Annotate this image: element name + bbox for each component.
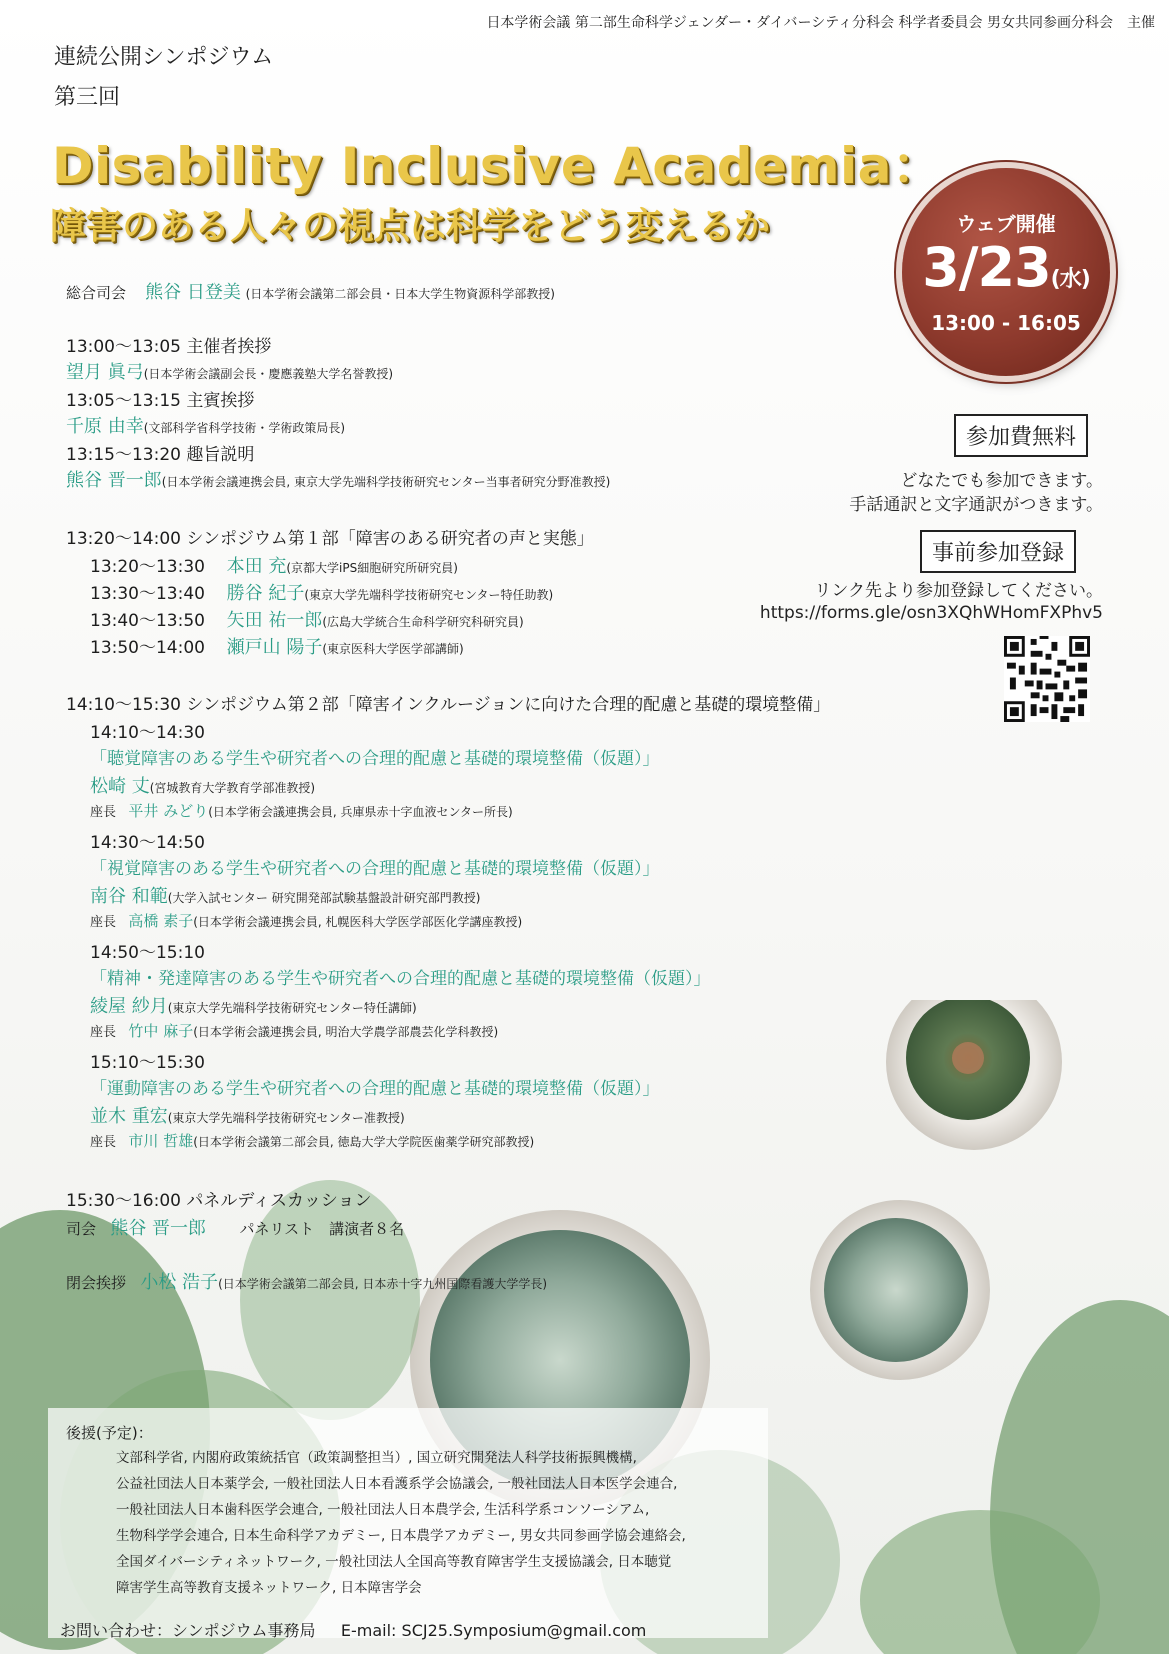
contact-line: お問い合わせ：シンポジウム事務局 E-mail: SCJ25.Symposium@gmail.com bbox=[60, 1621, 647, 1640]
series-name: 連続公開シンポジウム bbox=[54, 45, 274, 70]
contact-email[interactable]: E-mail: SCJ25.Symposium@gmail.com bbox=[340, 1621, 647, 1640]
part1-talk: 13:30～13:40 勝谷 紀子(東京大学先端科学技術研究センター特任助教) bbox=[90, 583, 554, 604]
mc-affiliation: (日本学術会議第二部会員・日本大学生物資源科学部教授) bbox=[245, 287, 555, 301]
part2-speaker: 松崎 丈(宮城教育大学教育学部准教授) bbox=[90, 776, 316, 797]
free-admission-box: 参加費無料 bbox=[954, 414, 1088, 457]
part2-speaker: 南谷 和範(大学入試センター 研究開発部試験基盤設計研究部門教授) bbox=[90, 886, 481, 907]
series-number: 第三回 bbox=[54, 85, 121, 110]
sponsor-line: 障害学生高等教育支援ネットワーク, 日本障害学会 bbox=[116, 1580, 422, 1596]
sponsor-line: 一般社団法人日本歯科医学会連合, 一般社団法人日本農学会, 生活科学系コンソーシアム, bbox=[116, 1502, 650, 1518]
part2-talk-title: 「運動障害のある学生や研究者への合理的配慮と基礎的環境整備（仮題）」 bbox=[90, 1079, 660, 1099]
badge-date: 3/23(水) bbox=[922, 236, 1090, 299]
sponsor-title: 後援(予定)： bbox=[66, 1424, 153, 1442]
speaker-line: 望月 眞弓(日本学術会議副会長・慶應義塾大学名誉教授) bbox=[66, 362, 394, 383]
mc-name: 熊谷 日登美 bbox=[145, 282, 241, 303]
part2-talk-title: 「精神・発達障害のある学生や研究者への合理的配慮と基礎的環境整備（仮題）」 bbox=[90, 969, 711, 989]
speaker-line: 熊谷 晋一郎(日本学術会議連携会員, 東京大学先端科学技術研究センター当事者研究分野准教授) bbox=[66, 470, 611, 491]
panel-heading: 15:30～16:00 パネルディスカッション bbox=[66, 1191, 372, 1211]
date-badge bbox=[902, 168, 1110, 376]
registration-url[interactable]: https://forms.gle/osn3XQhWHomFXPhv5 bbox=[759, 603, 1103, 623]
speaker-line: 千原 由幸(文部科学省科学技術・学術政策局長) bbox=[66, 416, 346, 437]
sponsor-panel bbox=[48, 1408, 768, 1638]
sponsor-line: 全国ダイバーシティネットワーク, 一般社団法人全国高等教育障害学生支援協議会, 日本聴覚 bbox=[116, 1554, 672, 1570]
series-label bbox=[54, 38, 273, 118]
schedule-guest-time: 13:05～13:15 主賓挨拶 bbox=[66, 391, 255, 411]
organizer-line: 日本学術会議 第二部生命科学ジェンダー・ダイバーシティ分科会 科学者委員会 男女共同参画分科会 主催 bbox=[486, 15, 1155, 31]
part2-heading: 14:10～15:30 シンポジウム第２部「障害インクルージョンに向けた合理的配慮と基礎的環境整備」 bbox=[66, 695, 831, 715]
part2-speaker: 並木 重宏(東京大学先端科学技術研究センター准教授) bbox=[90, 1106, 405, 1127]
badge-time: 13:00 - 16:05 bbox=[931, 311, 1081, 335]
part1-heading: 13:20～14:00 シンポジウム第１部「障害のある研究者の声と実態」 bbox=[66, 529, 594, 549]
part2-chair: 座長 平井 みどり(日本学術会議連携会員, 兵庫県赤十字血液センター所長) bbox=[90, 802, 513, 820]
part2-talk-time: 15:10～15:30 bbox=[90, 1053, 205, 1073]
part2-chair: 座長 市川 哲雄(日本学術会議第二部会員, 徳島大学大学院医歯薬学研究部教授) bbox=[90, 1132, 535, 1150]
part2-talk-time: 14:30～14:50 bbox=[90, 833, 205, 853]
sponsor-line: 文部科学省, 内閣府政策統括官（政策調整担当）, 国立研究開発法人科学技術振興機構, bbox=[116, 1450, 637, 1466]
closing-line: 閉会挨拶 小松 浩子(日本学術会議第二部会員, 日本赤十字九州国際看護大学学長) bbox=[66, 1272, 548, 1293]
part2-talk-time: 14:10～14:30 bbox=[90, 723, 205, 743]
badge-web-label: ウェブ開催 bbox=[956, 212, 1056, 236]
qr-code-icon[interactable] bbox=[1004, 636, 1090, 722]
part1-talk: 13:40～13:50 矢田 祐一郎(広島大学統合生命科学研究科研究員) bbox=[90, 610, 524, 631]
interpretation-text: 手話通訳と文字通訳がつきます。 bbox=[849, 495, 1103, 515]
part2-talk-title: 「視覚障害のある学生や研究者への合理的配慮と基礎的環境整備（仮題）」 bbox=[90, 859, 660, 879]
part1-talk: 13:50～14:00 瀬戸山 陽子(東京医科大学医学部講師) bbox=[90, 637, 464, 658]
part2-speaker: 綾屋 紗月(東京大学先端科学技術研究センター特任講師) bbox=[90, 996, 417, 1017]
mc-line: 総合司会 熊谷 日登美 (日本学術会議第二部会員・日本大学生物資源科学部教授) bbox=[66, 282, 555, 303]
panel-details: 司会 熊谷 晋一郎 パネリスト 講演者８名 bbox=[66, 1218, 405, 1239]
part1-talk: 13:20～13:30 本田 充(京都大学iPS細胞研究所研究員) bbox=[90, 556, 458, 577]
part2-talk-title: 「聴覚障害のある学生や研究者への合理的配慮と基礎的環境整備（仮題）」 bbox=[90, 749, 660, 769]
sponsor-line: 生物科学学会連合, 日本生命科学アカデミー, 日本農学アカデミー, 男女共同参画学協会連絡会, bbox=[116, 1528, 686, 1544]
sponsor-line: 公益社団法人日本薬学会, 一般社団法人日本看護系学会協議会, 一般社団法人日本医学会連合, bbox=[116, 1476, 678, 1492]
registration-instruction: リンク先より参加登録してください。 bbox=[814, 581, 1103, 601]
part2-talk-time: 14:50～15:10 bbox=[90, 943, 205, 963]
schedule-purpose-time: 13:15～13:20 趣旨説明 bbox=[66, 445, 255, 465]
title-japanese: 障害のある人々の視点は科学をどう変えるか bbox=[50, 206, 771, 247]
part2-chair: 座長 高橋 素子(日本学術会議連携会員, 札幌医科大学医学部医化学講座教授) bbox=[90, 912, 523, 930]
schedule-opening-time: 13:00～13:05 主催者挨拶 bbox=[66, 337, 272, 357]
part2-chair: 座長 竹中 麻子(日本学術会議連携会員, 明治大学農学部農芸化学科教授) bbox=[90, 1022, 499, 1040]
anyone-can-join-text: どなたでも参加できます。 bbox=[900, 471, 1103, 491]
registration-box: 事前参加登録 bbox=[920, 530, 1076, 573]
title-english: Disability Inclusive Academia： bbox=[52, 137, 943, 195]
